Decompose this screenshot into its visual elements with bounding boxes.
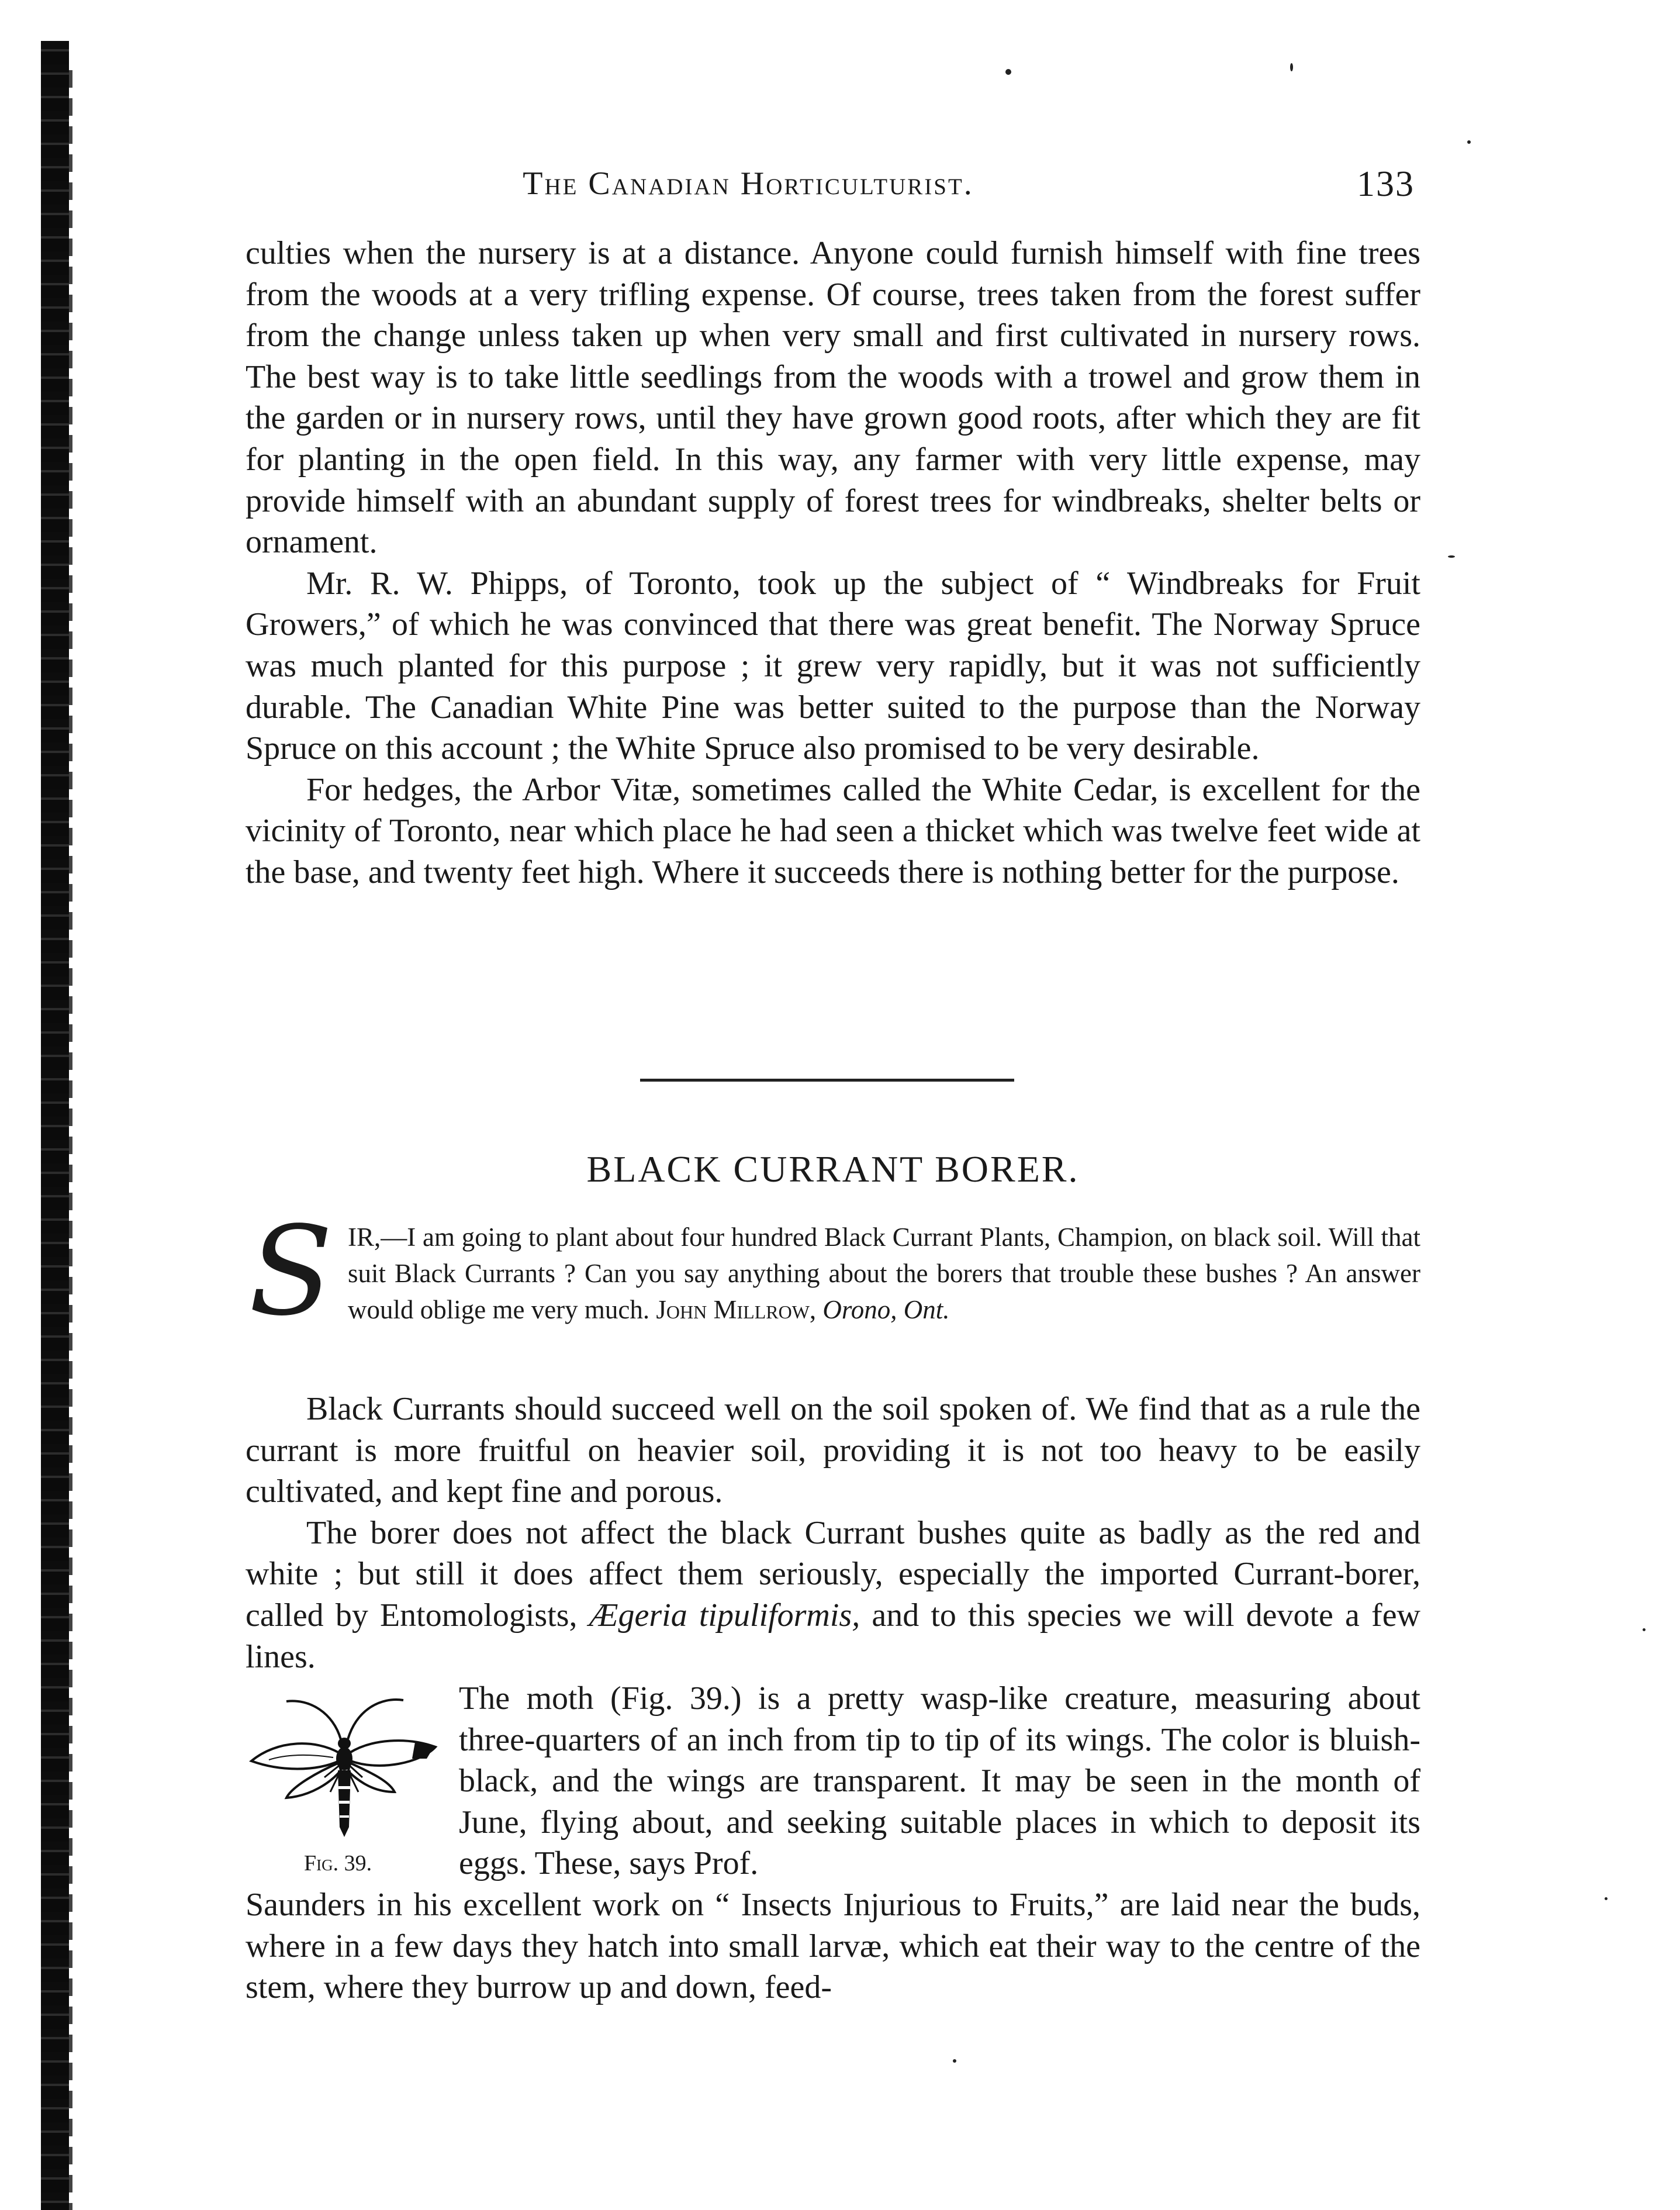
species-name: Ægeria tipuliformis,	[589, 1597, 860, 1634]
binding-shadow	[69, 70, 72, 2210]
letter-text: IR,—I am going to plant about four hundred Black Currant Plants, Champion, on black soil. Will that suit Black Currants ? Can you say anything about the borers that trouble these bushes ? An answer would oblige me very much.	[348, 1223, 1420, 1324]
drop-cap: S	[248, 1200, 333, 1343]
scan-speck	[1643, 1628, 1646, 1631]
section-divider	[640, 1079, 1014, 1082]
letter-body	[348, 1219, 1420, 1328]
editor-answer	[246, 1389, 1420, 1677]
article-continuation	[246, 233, 1420, 893]
scan-speck	[1005, 69, 1011, 75]
scan-speck	[1467, 140, 1471, 144]
figure-caption: Fig. 39.	[304, 1851, 372, 1876]
page-number: 133	[1357, 164, 1415, 204]
scan-speck	[1290, 63, 1293, 71]
paragraph: culties when the nursery is at a distance. Anyone could furnish himself with fine trees from the woods at a very trifling expense. Of course, trees taken from the forest suffer from the change unless taken up when very small and first cultivated in nursery rows. The best way is to take little seedlings from the woods with a trowel and grow them in the garden or in nursery rows, until they have grown good roots, after which they are fit for planting in the open field. In this way, any farmer with very little expense, may provide himself with an abundant supply of forest trees for windbreaks, shelter belts or ornament.	[246, 235, 1420, 561]
paragraph: The moth (Fig. 39.) is a pretty wasp-like creature, measuring about three-quarters of an inch from tip to tip of its wings. The color is bluish-black, and the wings are transparent. It may be seen in the month of June, flying about, and seeking suitable places in which to deposit its eggs. These, says Prof.	[459, 1680, 1420, 1882]
paragraph: For hedges, the Arbor Vitæ, sometimes called the White Cedar, is excellent for the vicinity of Toronto, near which place he had seen a thicket which was twelve feet wide at the base, and twenty feet high. Where it succeeds there is nothing better for the purpose.	[246, 771, 1420, 890]
scan-speck	[1448, 555, 1455, 558]
moth-description-continued	[246, 1884, 1420, 2008]
running-head	[246, 158, 1415, 210]
figure-39	[246, 1684, 444, 1883]
paragraph: Black Currants should succeed well on the soil spoken of. We find that as a rule the currant is more fruitful on heavier soil, providing it is not too heavy to be easily cultivated, and kept fine and porous.	[246, 1391, 1420, 1510]
book-binding-edge	[41, 41, 69, 2210]
letter-place: Orono, Ont.	[822, 1295, 950, 1324]
reader-letter	[246, 1200, 1420, 1371]
paragraph: Saunders in his excellent work on “ Insects Injurious to Fruits,” are laid near the buds, where in a few days they hatch into small larvæ, which eat their way to the centre of the stem, where they burrow up and down, feed-	[246, 1887, 1420, 2006]
journal-title: The Canadian Horticulturist.	[523, 165, 974, 202]
scan-speck	[1605, 1897, 1608, 1900]
moth-description-wrapped	[459, 1678, 1420, 1884]
moth-illustration-icon	[246, 1684, 444, 1848]
scan-speck	[953, 2059, 956, 2063]
paragraph	[246, 1513, 1420, 1677]
answer-text: and to this species we will devote a few lines.	[246, 1597, 1420, 1675]
answer-text: The borer does not affect the black Currant bushes quite as badly as the red and white ; but still it does affect them seriously, especially the imported Currant-borer, called by Entomologists,	[246, 1514, 1420, 1634]
paragraph: Mr. R. W. Phipps, of Toronto, took up the subject of “ Windbreaks for Fruit Growers,” of which he was convinced that there was great benefit. The Norway Spruce was much planted for this purpose ; it grew very rapidly, but it was not sufficiently durable. The Canadian White Pine was better suited to the purpose than the Norway Spruce on this account ; the White Spruce also promised to be very desirable.	[246, 565, 1420, 767]
section-heading: BLACK CURRANT BORER.	[586, 1148, 1080, 1190]
letter-signature: John Millrow,	[656, 1295, 817, 1324]
